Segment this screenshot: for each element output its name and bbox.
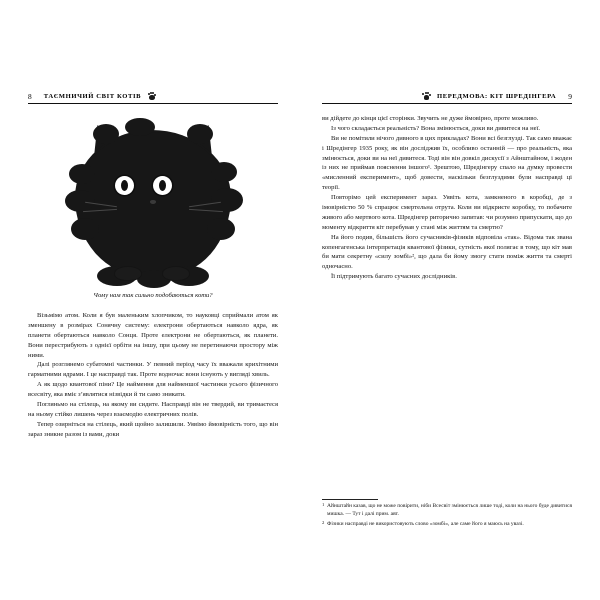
figure-block [63, 118, 243, 299]
right-page [300, 90, 600, 530]
footnote-rule [322, 499, 378, 500]
paragraph: Її підтримують багато сучасних дослідників. [331, 273, 457, 281]
paragraph: Повторімо цей експеримент зараз. Уявіть кота, замкненого в коробці, де з імовірністю 50 % спрацює смертельна отрута. Коли ви відкриєте коробку, то побачите живого або мертвого кота. Шредінгер риторично запитав: чи розумно припускати, що до моменту відкриття кіт перебував у стані між життям та смертю? [322, 194, 572, 231]
paragraph: Візьмімо атом. Коли я був маленьким хлопчиком, то науковці сприймали атом як зменшену в розмірах Сонячну систему: електрони обертаються навколо ядра, як планети обертаються навколо Сонця. Проте електрони не обертаються, як планети. Вони перестрибують з однієї орбіти на іншу, при цьому не перетинаючи простору між ними. [28, 312, 278, 359]
paragraph: Погляньмо на стілець, на якому ви сидите. Насправді він не твердий, ви тримаєтеся на ньому стійко лишень через взаємодію електричних полів. [28, 401, 278, 418]
cat-fur-tuft [211, 162, 237, 182]
cat-paw-left [115, 267, 141, 280]
paragraph: Тепер озирніться на стілець, який щойно залишили. Уявімо ймовірність того, що він зараз зникне разом із вами, доки [28, 420, 278, 438]
fluffy-black-cat-illustration [63, 118, 243, 288]
cat-eye-left-icon [115, 176, 134, 195]
left-page-body-text [28, 311, 278, 440]
paragraph: Ви не помітили нічого дивного в цих прикладах? Вони всі безглузді. Так само вважає і Шредінгер 1935 року, як він досліджив їх, особливо останній — про реальність, яка змінюється, доки ви на неї дивитеся. Тоді він він довкіл дискусії з Айнштайном, і жоден із них не приймав пояснення іншого¹. Зрештою, Шредінгеру спало на думку провести «мисленний експеримент», щоб довести, наскільки безглуздими були насправді ці теорії. [322, 134, 572, 192]
paw-print-icon [147, 92, 156, 101]
footnote-text: Фізики насправді не використовують слово «зомбі», але саме його я маюсь на увазі. [327, 520, 524, 527]
cat-fur-tuft [125, 118, 155, 136]
cat-eye-right-icon [153, 176, 172, 195]
footnote-block [322, 499, 572, 530]
running-head-title-left: ТАЄМНИЧИЙ СВІТ КОТІВ [43, 92, 142, 100]
folio-left: 8 [28, 91, 32, 101]
left-page [0, 90, 300, 530]
figure-caption: Чому нам так сильно подобаються коти? [93, 292, 213, 299]
running-head-rule-left [28, 103, 278, 104]
footnote-text: Айнштайн казав, що не може повірити, ніби Всесвіт змінюється лише тоді, коли на нього буде дивитися мишка. — Тут і далі прим. авт. [327, 503, 572, 518]
running-head-left [28, 90, 278, 102]
paw-print-icon [422, 92, 431, 101]
paragraph: А як щодо квантової піни? Це наймення для найменшої частинки усього фізичного всесвіту, яка вміє з’являтися нізвідки й ти само зникати. [28, 381, 278, 399]
cat-fur-tuft [93, 124, 119, 144]
cat-fur-tuft [71, 218, 99, 240]
cat-fur-tuft [69, 164, 95, 184]
running-head-title-right: ПЕРЕДМОВА: КІТ ШРЕДІНГЕРА [437, 92, 557, 100]
cat-fur-tuft [207, 218, 235, 240]
cat-fur-tuft [187, 124, 213, 144]
cat-fur-tuft [65, 190, 95, 212]
running-head-rule-right [322, 103, 572, 104]
footnote-marker: 2 [322, 519, 325, 525]
two-page-spread [0, 90, 600, 530]
cat-fur-tuft [211, 188, 243, 212]
paragraph: Із чого складається реальність? Вона змінюється, доки ви дивитеся на неї. [331, 124, 541, 132]
footnote-item [322, 503, 572, 519]
cat-paw-right [163, 267, 189, 280]
paragraph: Далі розглянемо субатомні частинки. У певний період часу їх вважали крихітними гарматними ядрами. І це насправді так. Проте водночас вони існують у вигляді хвиль. [28, 361, 278, 379]
right-page-body-text [322, 114, 572, 282]
paragraph: На його подив, більшість його сучасників-фізиків відповіла «так». Відома так звана копенгагенська інтерпретація квантової фізики, сутність якої полягає в тому, що кіт мав би мати секретну «силу зомбі»², що дала би йому змогу стати поміж життя та смерті одночасно. [322, 233, 572, 271]
folio-right: 9 [568, 91, 572, 101]
cat-nose-icon [150, 200, 156, 204]
paragraph: ви дійдете до кінця цієї сторінки. Звучить не дуже ймовірно, проте можливо. [322, 115, 539, 122]
footnote-item [322, 521, 572, 529]
running-head-right [322, 90, 572, 102]
footnote-marker: 1 [322, 502, 325, 508]
